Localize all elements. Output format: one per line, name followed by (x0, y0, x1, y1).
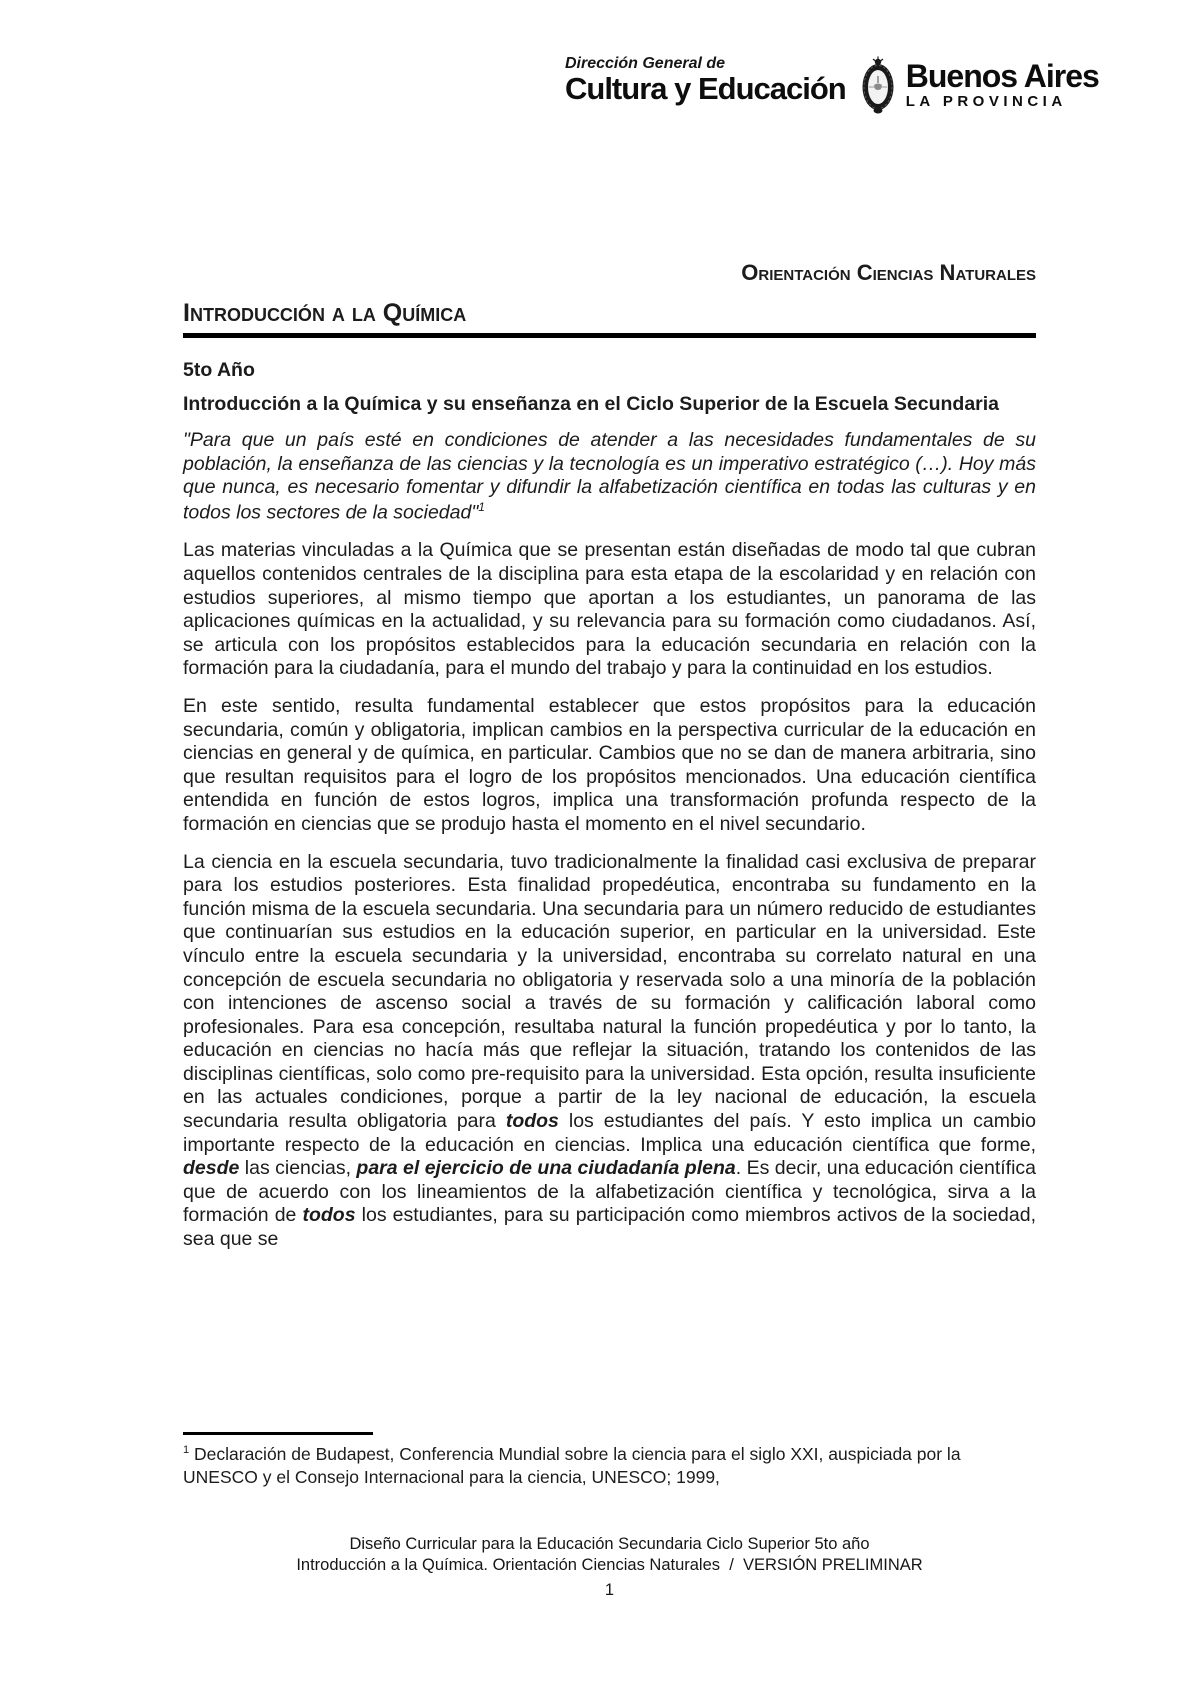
footnote-text-line (183, 1443, 1036, 1489)
body-paragraph-3: La ciencia en la escuela secundaria, tuvo tradicionalmente la finalidad casi exclusiva de preparar para los estudios posteriores. Esta finalidad propedéutica, encontraba su fundamento en la función misma de la escuela secundaria. Una secundaria para un número reducido de estudiantes que continuarían sus estudios en la educación superior, en particular en la universidad. Este vínculo entre la escuela secundaria y la universidad, encontraba su correlato natural en una concepción de escuela secundaria no obligatoria y reservada solo a una minoría de la población con intenciones de ascenso social a través de su formación y calificación laboral como profesionales. Para esa concepción, resultaba natural la función propedéutica y por lo tanto, la educación en ciencias no hacía más que reflejar la situación, tratando los contenidos de las disciplinas científicas, solo como pre-requisito para la universidad. Esta opción, resulta insuficiente en las actuales condiciones, porque a partir de la ley nacional de educación, la escuela secundaria resulta obligatoria para todos los estudiantes del país. Y esto implica un cambio importante respecto de la educación en ciencias. Implica una educación científica que forme, desde las ciencias, para el ejercicio de una ciudadanía plena. Es decir, una educación científica que de acuerdo con los lineamientos de la alfabetización científica y tecnológica, sirva a la formación de todos los estudiantes, para su participación como miembros activos de la sociedad, sea que se (183, 850, 1036, 1251)
footnote-text: Declaración de Budapest, Conferencia Mundial sobre la ciencia para el siglo XXI, auspiciada por la UNESCO y el Consejo Internacional para la ciencia, UNESCO; 1999, (183, 1444, 961, 1487)
quote-text: "Para que un país esté en condiciones de atender a las necesidades fundamentales de su población, la enseñanza de las ciencias y la tecnología es un imperativo estratégico (…). Hoy más que nunca, es necesario fomentar y difundir la alfabetización científica en todas las culturas y en todos los sectores de la sociedad" (183, 428, 1036, 524)
body-paragraph-1: Las materias vinculadas a la Química que se presentan están diseñadas de modo tal que cubran aquellos contenidos centrales de la disciplina para esta etapa de la escolaridad y en relación con estudios superiores, al mismo tiempo que aportan a los estudiantes, un panorama de las aplicaciones químicas en la actualidad, y su relevancia para su formación como ciudadanos. Así, se articula con los propósitos establecidos para la educación secundaria en relación con la formación para la ciudadanía, para el mundo del trabajo y para la continuidad en los estudios. (183, 539, 1036, 680)
provincial-crest-icon (860, 56, 896, 119)
body-paragraph-2: En este sentido, resulta fundamental establecer que estos propósitos para la educación secundaria, común y obligatoria, implican cambios en la perspectiva curricular de la educación en ciencias en general y de química, en particular. Cambios que no se dan de manera arbitraria, sino que resultan requisitos para el logro de los propósitos mencionados. Una educación científica entendida en función de estos logros, implica una transformación profunda respecto de la formación en ciencias que se produjo hasta el momento en el nivel secundario. (183, 694, 1036, 835)
brand-name: Buenos Aires (905, 58, 1099, 94)
footnote-block (183, 1432, 1036, 1489)
header-logo (565, 56, 1099, 119)
orientation-heading: Orientación Ciencias Naturales (741, 260, 1036, 285)
page-number: 1 (604, 1580, 615, 1599)
section-title: Introducción a la Química y su enseñanza en el Ciclo Superior de la Escuela Secundaria (183, 393, 1000, 415)
epigraph-quote (183, 429, 1036, 526)
footer-line-2: Introducción a la Química. Orientación Ciencias Naturales / VERSIÓN PRELIMINAR (296, 1556, 923, 1575)
culture-education-logotype (565, 56, 846, 104)
year-heading: 5to Año (183, 359, 255, 381)
document-body (183, 260, 1036, 1252)
buenos-aires-logotype (905, 58, 1099, 110)
footnote-marker: 1 (183, 1444, 190, 1457)
footnote-reference: 1 (478, 500, 485, 515)
subject-title: Introducción a la Química (183, 299, 1036, 338)
page-footer (183, 1534, 1036, 1601)
footer-line-1: Diseño Curricular para la Educación Secundaria Ciclo Superior 5to año (349, 1535, 870, 1553)
logo-top-line: Dirección General de (565, 55, 726, 72)
brand-subtitle: LA PROVINCIA (905, 92, 1067, 110)
footnote-separator-rule (183, 1432, 373, 1435)
logo-bottom-line: Cultura y Educación (565, 70, 846, 106)
